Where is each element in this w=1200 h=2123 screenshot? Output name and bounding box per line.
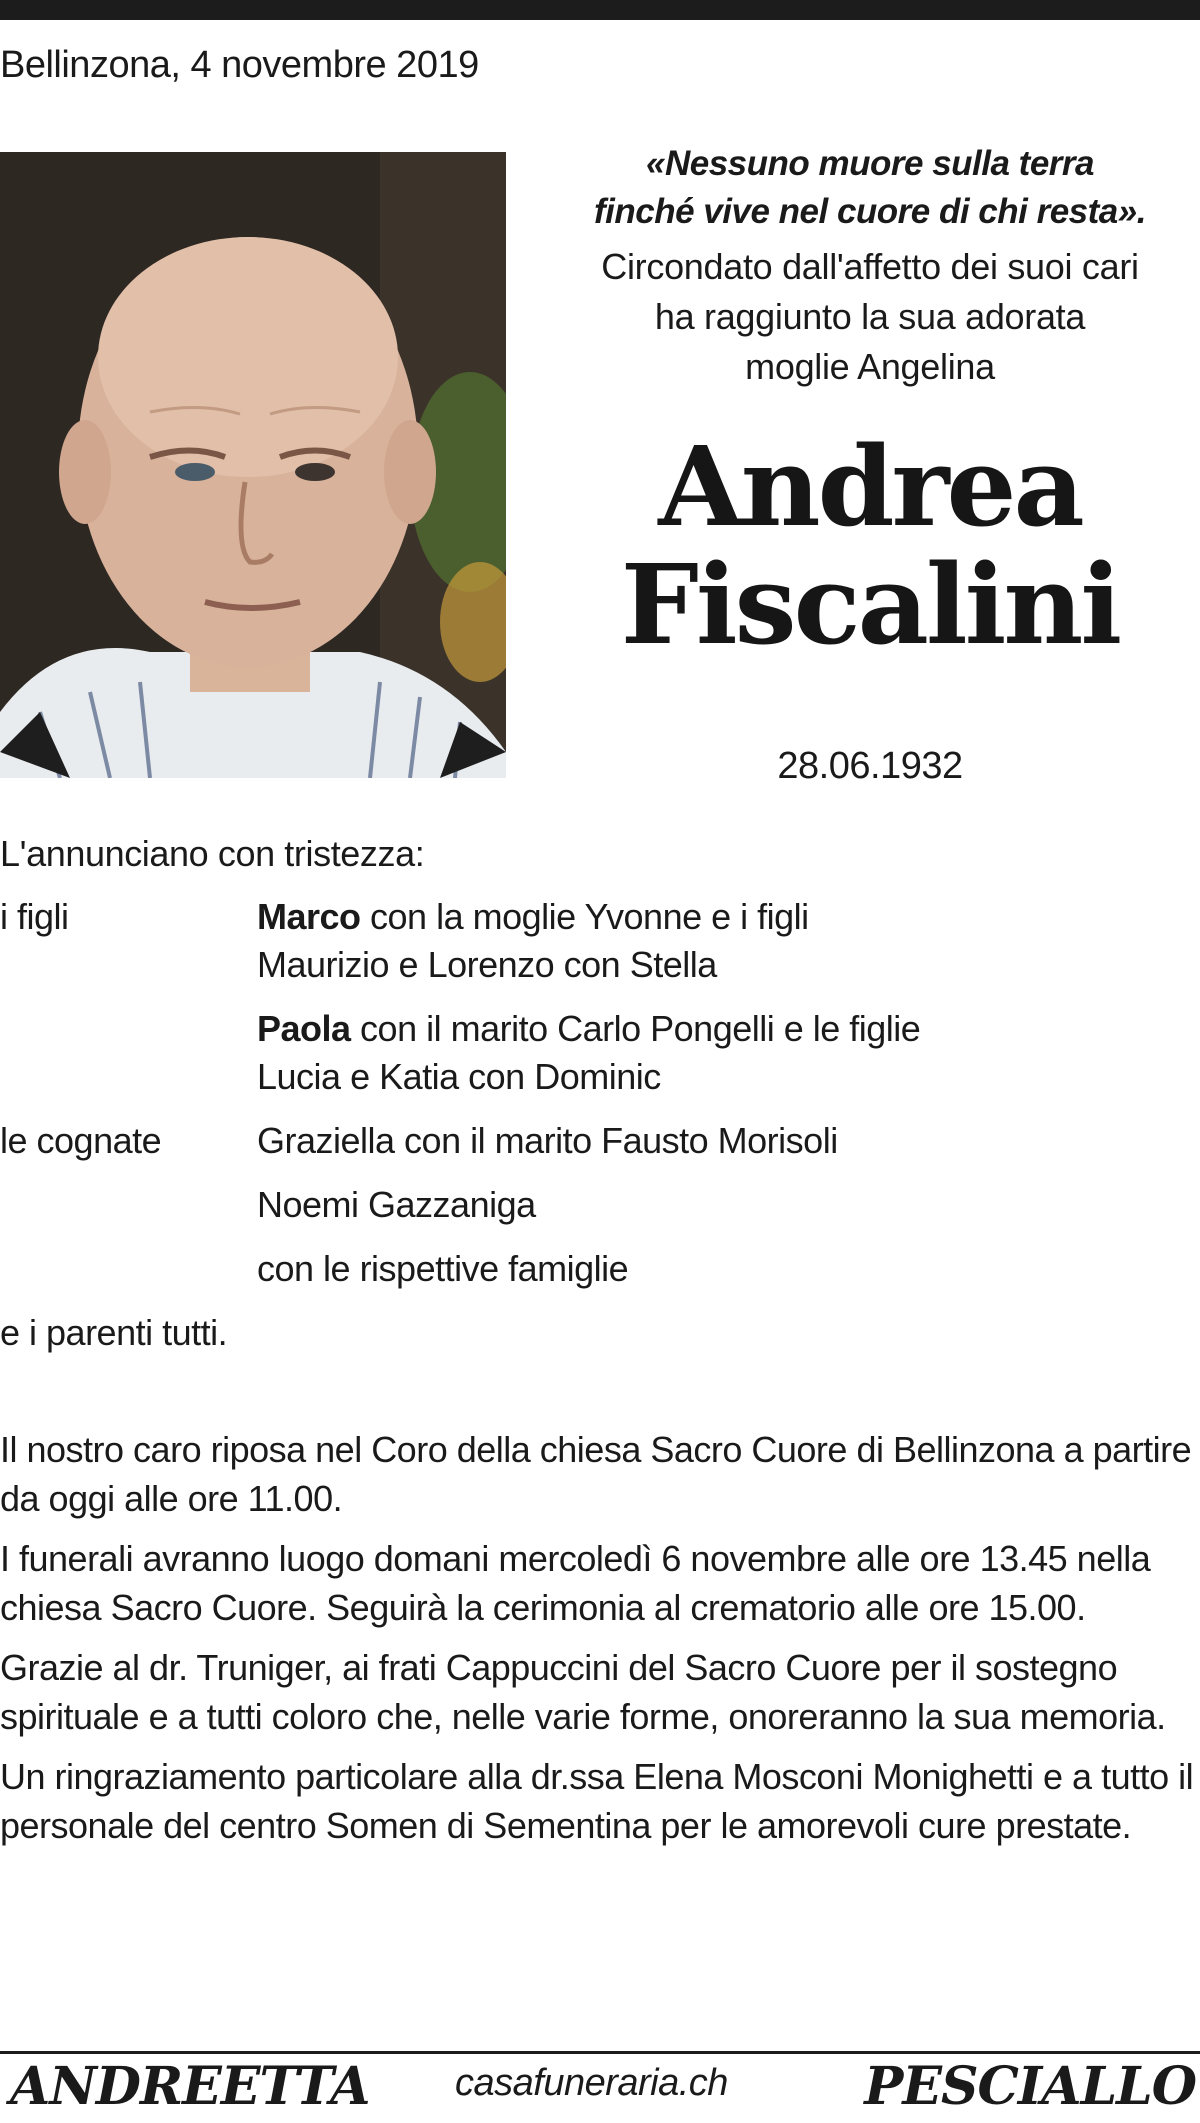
child-name: Marco [257, 896, 361, 937]
portrait-icon [0, 152, 506, 778]
family-row [0, 1053, 1200, 1101]
intro-text [540, 242, 1200, 392]
family-row [0, 1005, 1200, 1053]
family-row [0, 1181, 1200, 1229]
top-rule [0, 0, 1200, 20]
paragraph-wake: Il nostro caro riposa nel Coro della chiesa Sacro Cuore di Bellinzona a partire da oggi alle ore 11.00. [0, 1429, 1192, 1519]
headline-column [540, 140, 1200, 669]
place-date: Bellinzona, 4 novembre 2019 [0, 44, 479, 86]
family-row [0, 1309, 1200, 1357]
footer [0, 2056, 1200, 2122]
first-name: Andrea [658, 422, 1082, 551]
paragraph-thanks: Grazie al dr. Truniger, ai frati Cappuccini del Sacro Cuore per il sostegno spirituale e a tutti coloro che, nelle varie forme, onoreranno la sua memoria. [0, 1647, 1166, 1737]
quote [540, 140, 1200, 236]
quote-line: finché vive nel cuore di chi resta». [594, 192, 1146, 231]
body-paragraphs [0, 1425, 1195, 1861]
sisters-label: le cognate [0, 1120, 162, 1161]
intro-line: moglie Angelina [745, 346, 995, 387]
child-detail: Lucia e Katia con Dominic [257, 1056, 661, 1097]
portrait-photo [0, 152, 506, 778]
quote-line: «Nessuno muore sulla terra [646, 144, 1094, 183]
child-name: Paola [257, 1008, 351, 1049]
sister-entry: Graziella con il marito Fausto Morisoli [257, 1120, 838, 1161]
child-detail: con il marito Carlo Pongelli e le figlie [350, 1008, 921, 1049]
sister-entry: Noemi Gazzaniga [257, 1184, 536, 1225]
announcement: L'annunciano con tristezza: [0, 833, 425, 874]
family-row [0, 1245, 1200, 1293]
funeral-home-website[interactable]: casafuneraria.ch [455, 2062, 728, 2104]
paragraph-funeral: I funerali avranno luogo domani mercoledì 6 novembre alle ore 13.45 nella chiesa Sacro Cuore. Seguirà la cerimonia al crematorio alle ore 15.00. [0, 1538, 1151, 1628]
intro-line: Circondato dall'affetto dei suoi cari [601, 246, 1139, 287]
bottom-rule [0, 2051, 1200, 2054]
family-row [0, 893, 1200, 941]
children-label: i figli [0, 896, 69, 937]
child-detail: con la moglie Yvonne e i figli [360, 896, 809, 937]
paragraph-special-thanks: Un ringraziamento particolare alla dr.ssa Elena Mosconi Monighetti e a tutto il personale del centro Somen di Sementina per le amorevoli cure prestate. [0, 1756, 1194, 1846]
funeral-home-right: PESCIALLO [864, 2056, 1196, 2117]
deceased-name [540, 422, 1200, 669]
funeral-home-left: ANDREETTA [10, 2056, 370, 2117]
birth-date: 28.06.1932 [777, 745, 963, 787]
relatives-entry: e i parenti tutti. [0, 1312, 228, 1353]
families-entry: con le rispettive famiglie [257, 1248, 629, 1289]
family-list [0, 893, 1200, 1357]
child-detail: Maurizio e Lorenzo con Stella [257, 944, 717, 985]
family-row [0, 1117, 1200, 1165]
family-row [0, 941, 1200, 989]
last-name: Fiscalini [620, 540, 1120, 669]
intro-line: ha raggiunto la sua adorata [654, 296, 1086, 337]
